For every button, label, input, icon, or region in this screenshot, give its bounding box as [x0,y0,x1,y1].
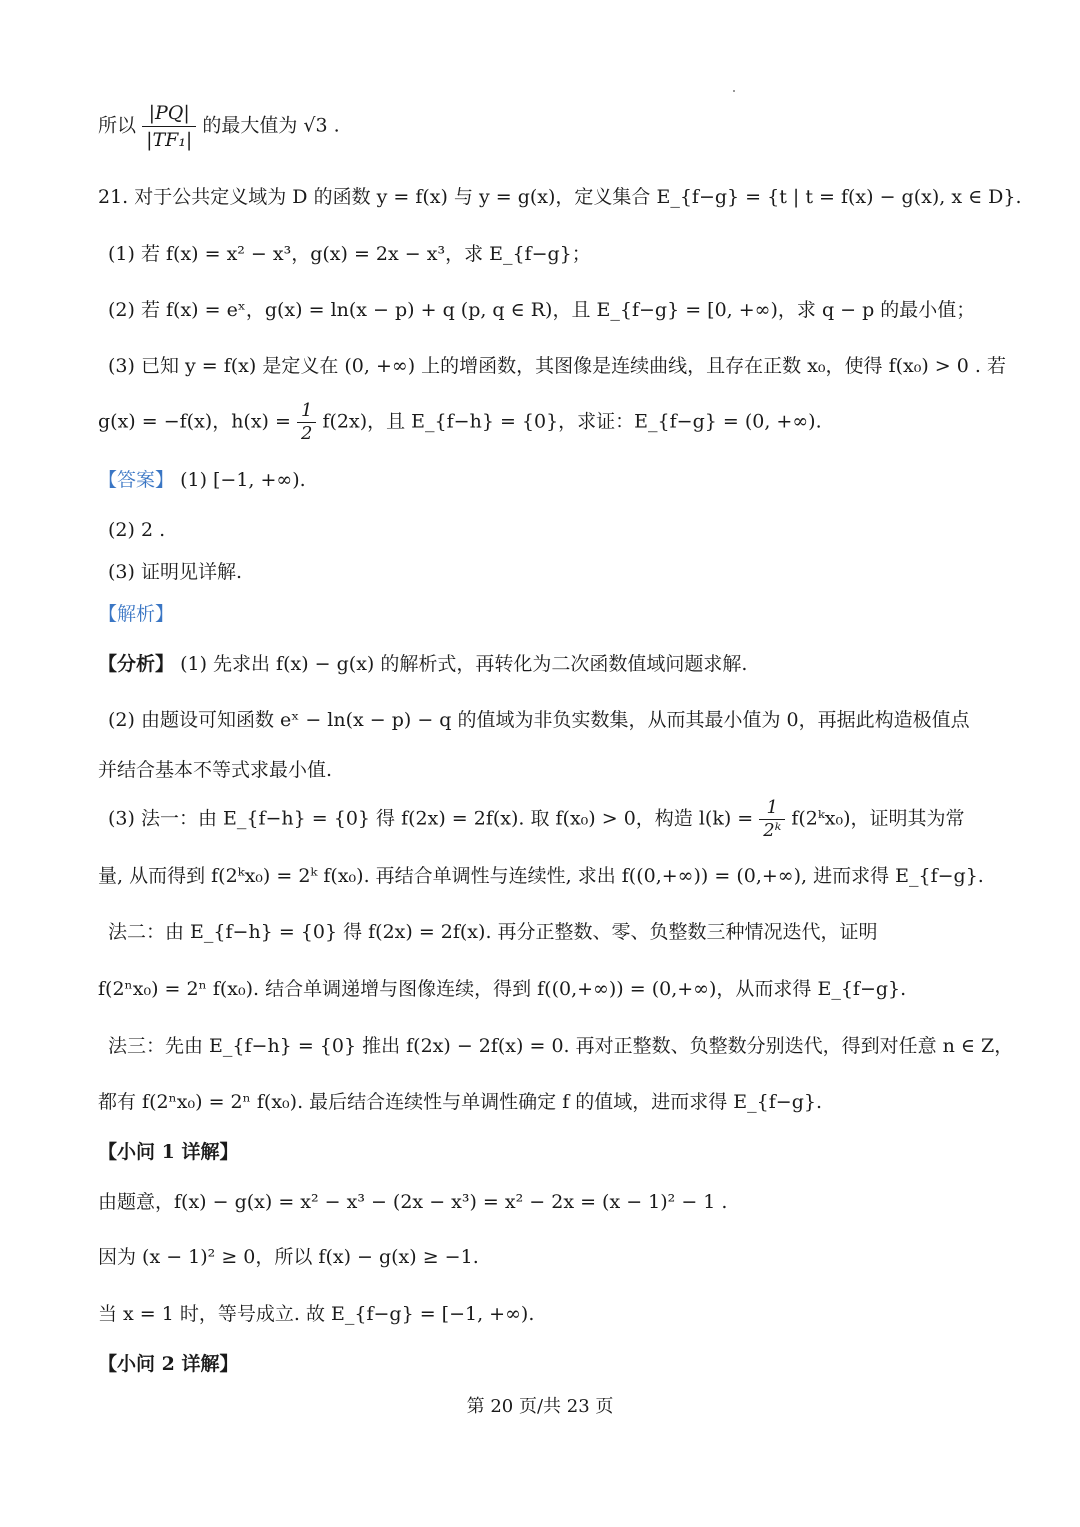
method-one-line-1: (3) 法一：由 E_{f−h} = {0} 得 f(2x) = 2f(x). 取 f(x₀) > 0，构造 l(k) = $\frac{1}{\text{2ᵏ}}$ f(2ᵏx₀)，证明其为常 [108,797,965,841]
method-two-line-1: 法二：由 E_{f−h} = {0} 得 f(2x) = 2f(x). 再分正整数、零、负整数三种情况迭代，证明 [108,921,878,943]
answer-line: 【答案】 (1) [−1, +∞). [98,469,306,491]
answer-part2: (2) 2 . [108,519,166,541]
problem-21-part1: (1) 若 f(x) = x² − x³，g(x) = 2x − x³，求 E_{f−g}； [108,243,591,265]
analysis-line-2: (2) 由题设可知函数 eˣ − ln(x − p) − q 的值域为非负实数集，从而其最小值为 0，再据此构造极值点 [108,709,970,731]
answer-tag: 【答案】 [98,469,175,491]
fraction-pq-tf1: $\frac{|PQ|}{\text{|TF₁|}}$ [142,100,196,153]
problem-21-statement: 21. 对于公共定义域为 D 的函数 y = f(x) 与 y = g(x)，定义集合 E_{f−g} = {t | t = f(x) − g(x), x ∈ D}. [98,186,1022,208]
subquestion-1-line-1: 由题意，f(x) − g(x) = x² − x³ − (2x − x³) = x² − 2x = (x − 1)² − 1 . [98,1191,728,1213]
method-three-line-1: 法三：先由 E_{f−h} = {0} 推出 f(2x) − 2f(x) = 0. 再对正整数、负整数分别迭代，得到对任意 n ∈ Z， [108,1035,1014,1057]
fraction-one-over-2k: $\frac{1}{\text{2ᵏ}}$ [759,797,785,842]
method-two-line-2: f(2ⁿx₀) = 2ⁿ f(x₀). 结合单调递增与图像连续，得到 f((0,+∞)) = (0,+∞)，从而求得 E_{f−g}. [98,978,907,1000]
problem-21-part3-b: g(x) = −f(x)，h(x) = $\frac{1}{2}$ f(2x)，且 E_{f−h} = {0}，求证：E_{f−g} = (0, +∞). [98,400,822,444]
line-conclusion: 所以 $\frac{|PQ|}{\text{|TF₁|}}$ 的最大值为 √3 . [98,102,340,151]
analysis-summary-tag: 【分析】 [98,653,175,675]
method-one-line-2: 量, 从而得到 f(2ᵏx₀) = 2ᵏ f(x₀). 再结合单调性与连续性, 求出 f((0,+∞)) = (0,+∞), 进而求得 E_{f−g}. [98,865,984,887]
problem-21-part2: (2) 若 f(x) = eˣ，g(x) = ln(x − p) + q (p, q ∈ R)，且 E_{f−g} = [0, +∞)，求 q − p 的最小值； [108,299,976,321]
method-three-line-2: 都有 f(2ⁿx₀) = 2ⁿ f(x₀). 最后结合连续性与单调性确定 f 的值域，进而求得 E_{f−g}. [98,1091,823,1113]
subquestion-2-heading: 【小问 2 详解】 [98,1353,239,1375]
analysis-tag: 【解析】 [98,603,175,625]
problem-21-part3-a: (3) 已知 y = f(x) 是定义在 (0, +∞) 上的增函数，其图像是连续曲线，且存在正数 x₀，使得 f(x₀) > 0 . 若 [108,355,1006,377]
page-number-footer: 第 20 页/共 23 页 [466,1396,614,1417]
analysis-line-1: 【分析】 (1) 先求出 f(x) − g(x) 的解析式，再转化为二次函数值域问题求解. [98,653,748,675]
analysis-line-3: 并结合基本不等式求最小值. [98,759,333,781]
subquestion-1-line-2: 因为 (x − 1)² ≥ 0，所以 f(x) − g(x) ≥ −1. [98,1246,479,1268]
subquestion-1-line-3: 当 x = 1 时，等号成立. 故 E_{f−g} = [−1, +∞). [98,1303,535,1325]
scan-speck [733,90,735,92]
answer-part3: (3) 证明见详解. [108,561,242,583]
fraction-one-half: $\frac{1}{2}$ [297,400,316,445]
subquestion-1-heading: 【小问 1 详解】 [98,1141,239,1163]
